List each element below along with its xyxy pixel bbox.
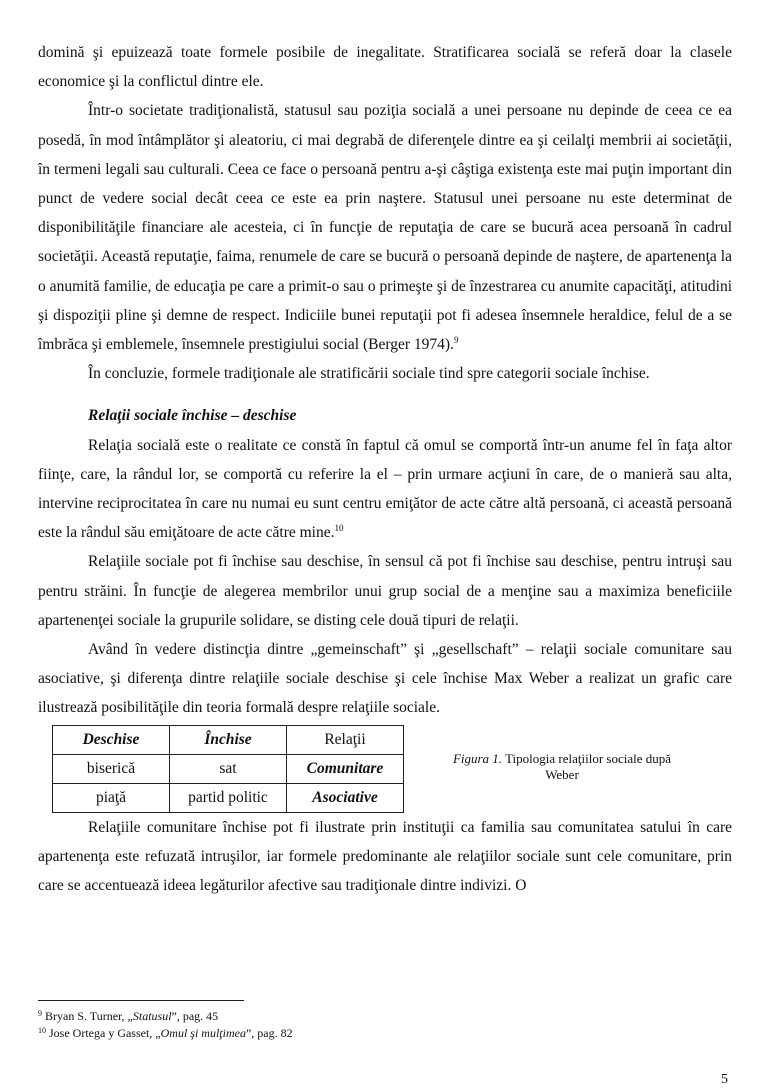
table-cell: biserică xyxy=(53,754,170,783)
table-cell: partid politic xyxy=(170,783,287,812)
table-row xyxy=(53,725,404,754)
paragraph-text: Relaţia socială este o realitate ce constă în faptul că omul se comportă într-un anume fel în faţa altor fiinţe, care, la rândul lor, se comportă cu referire la el – prin urmare acţiuni în care, de o manieră sau alta, intervine reciprocitatea în care nu numai eu sunt centru emiţător de acte către altă persoană, ci această persoană este la rândul său emiţătoare de acte către mine. xyxy=(38,436,732,542)
paragraph-weber: Având în vedere distincţia dintre „gemeinschaft” şi „gesellschaft” – relaţii sociale comunitare sau asociative, şi diferenţa dintre relaţiile sociale deschise şi cele închise Max Weber a realizat un grafic care ilustrează posibilităţile din teoria formală despre relaţiile sociale. xyxy=(38,641,732,717)
typology-table xyxy=(52,725,404,813)
table-cell: sat xyxy=(170,754,287,783)
footnote-author: Jose Ortega y Gasset, „ xyxy=(49,1026,161,1040)
footnote-ref[interactable]: 9 xyxy=(453,335,459,346)
footnote-rest: ”, pag. 82 xyxy=(245,1026,293,1040)
figure-caption xyxy=(452,751,672,783)
section-heading: Relaţii sociale închise – deschise xyxy=(88,407,297,425)
table-cell: Comunitare xyxy=(287,754,404,783)
footnote-divider xyxy=(38,1000,244,1001)
paragraph-conclusion: În concluzie, formele tradiţionale ale stratificării sociale tind spre categorii sociale închise. xyxy=(88,365,650,383)
caption-text: Tipologia relaţiilor sociale după Weber xyxy=(505,750,672,782)
footnote-number: 10 xyxy=(38,1026,46,1035)
table-cell: piaţă xyxy=(53,783,170,812)
paragraph-closed-communal: Relaţiile comunitare închise pot fi ilustrate prin instituţii ca familia sau comunitatea satului în care apartenenţa este refuzată intruşilor, iar formele predominante ale relaţiilor sociale sunt cele comunitare, prin care se accentuează ideea legăturilor afective sau tradiţionale dintre indivizi. O xyxy=(38,818,732,895)
footnotes xyxy=(38,1008,293,1042)
footnote-number: 9 xyxy=(38,1009,42,1018)
table-cell: Relaţii xyxy=(287,725,404,754)
footnote-ref[interactable]: 10 xyxy=(334,523,344,534)
figure-block xyxy=(38,725,732,813)
page-number: 5 xyxy=(721,1072,728,1087)
paragraph-text: Într-o societate tradiţionalistă, statusul sau poziţia socială a unei persoane nu depinde de ceea ce ea posedă, în mod întâmplător şi aleatoriu, ci mai degrabă de diferenţele dintre ea şi ceilalţi membrii ai societăţii, în termeni legali sau culturali. Ceea ce face o persoană pentru a-şi câştiga existenţa este mai puţin important din punct de vedere social decât ceea ce este ea prin naştere. Statusul unei persoane nu este determinat de disponibilităţile financiare ale acesteia, ci în funcţie de reputaţia de care se bucură acea persoană în cadrul societăţii. Această reputaţie, faima, renumele de care se bucură o persoană depinde de naştere, de apartenenţa la o anumită familie, de educaţia pe care a primit-o sau o primeşte şi de înzestrarea cu anumite capacităţi, atitudini şi dispoziţii pline şi demne de respect. Indiciile bunei reputaţii pot fi adesea însemnele heraldice, felul de a se îmbrăca şi emblemele, însemnele prestigiului social (Berger 1974). xyxy=(38,102,732,354)
table-cell: Deschise xyxy=(53,725,170,754)
paragraph-open-closed: Relaţiile sociale pot fi închise sau deschise, în sensul că pot fi închise sau deschise, pentru intruşi sau pentru străini. În funcţie de alegerea membrilor unui grup social de a menţine sau a maximiza beneficiile apartenenţei sociale la grupurile solidare, se disting cele două tipuri de relaţii. xyxy=(38,553,732,629)
footnote xyxy=(38,1025,293,1042)
paragraph-social-relation xyxy=(38,431,732,548)
caption-label: Figura 1. xyxy=(452,750,503,766)
footnote-title: Omul şi mulţimea xyxy=(160,1026,246,1040)
table-row xyxy=(53,754,404,783)
footnote xyxy=(38,1008,293,1025)
footnote-title: Statusul xyxy=(132,1009,172,1023)
footnote-rest: ”, pag. 45 xyxy=(171,1009,219,1023)
paragraph-traditional-status xyxy=(38,96,732,359)
table-row xyxy=(53,783,404,812)
table-cell: Închise xyxy=(170,725,287,754)
document-body xyxy=(38,38,732,900)
footnote-author: Bryan S. Turner, „ xyxy=(45,1009,133,1023)
table-cell: Asociative xyxy=(287,783,404,812)
paragraph-continued: domină şi epuizează toate formele posibile de inegalitate. Stratificarea socială se referă doar la clasele economice şi la conflictul dintre ele. xyxy=(38,44,732,91)
